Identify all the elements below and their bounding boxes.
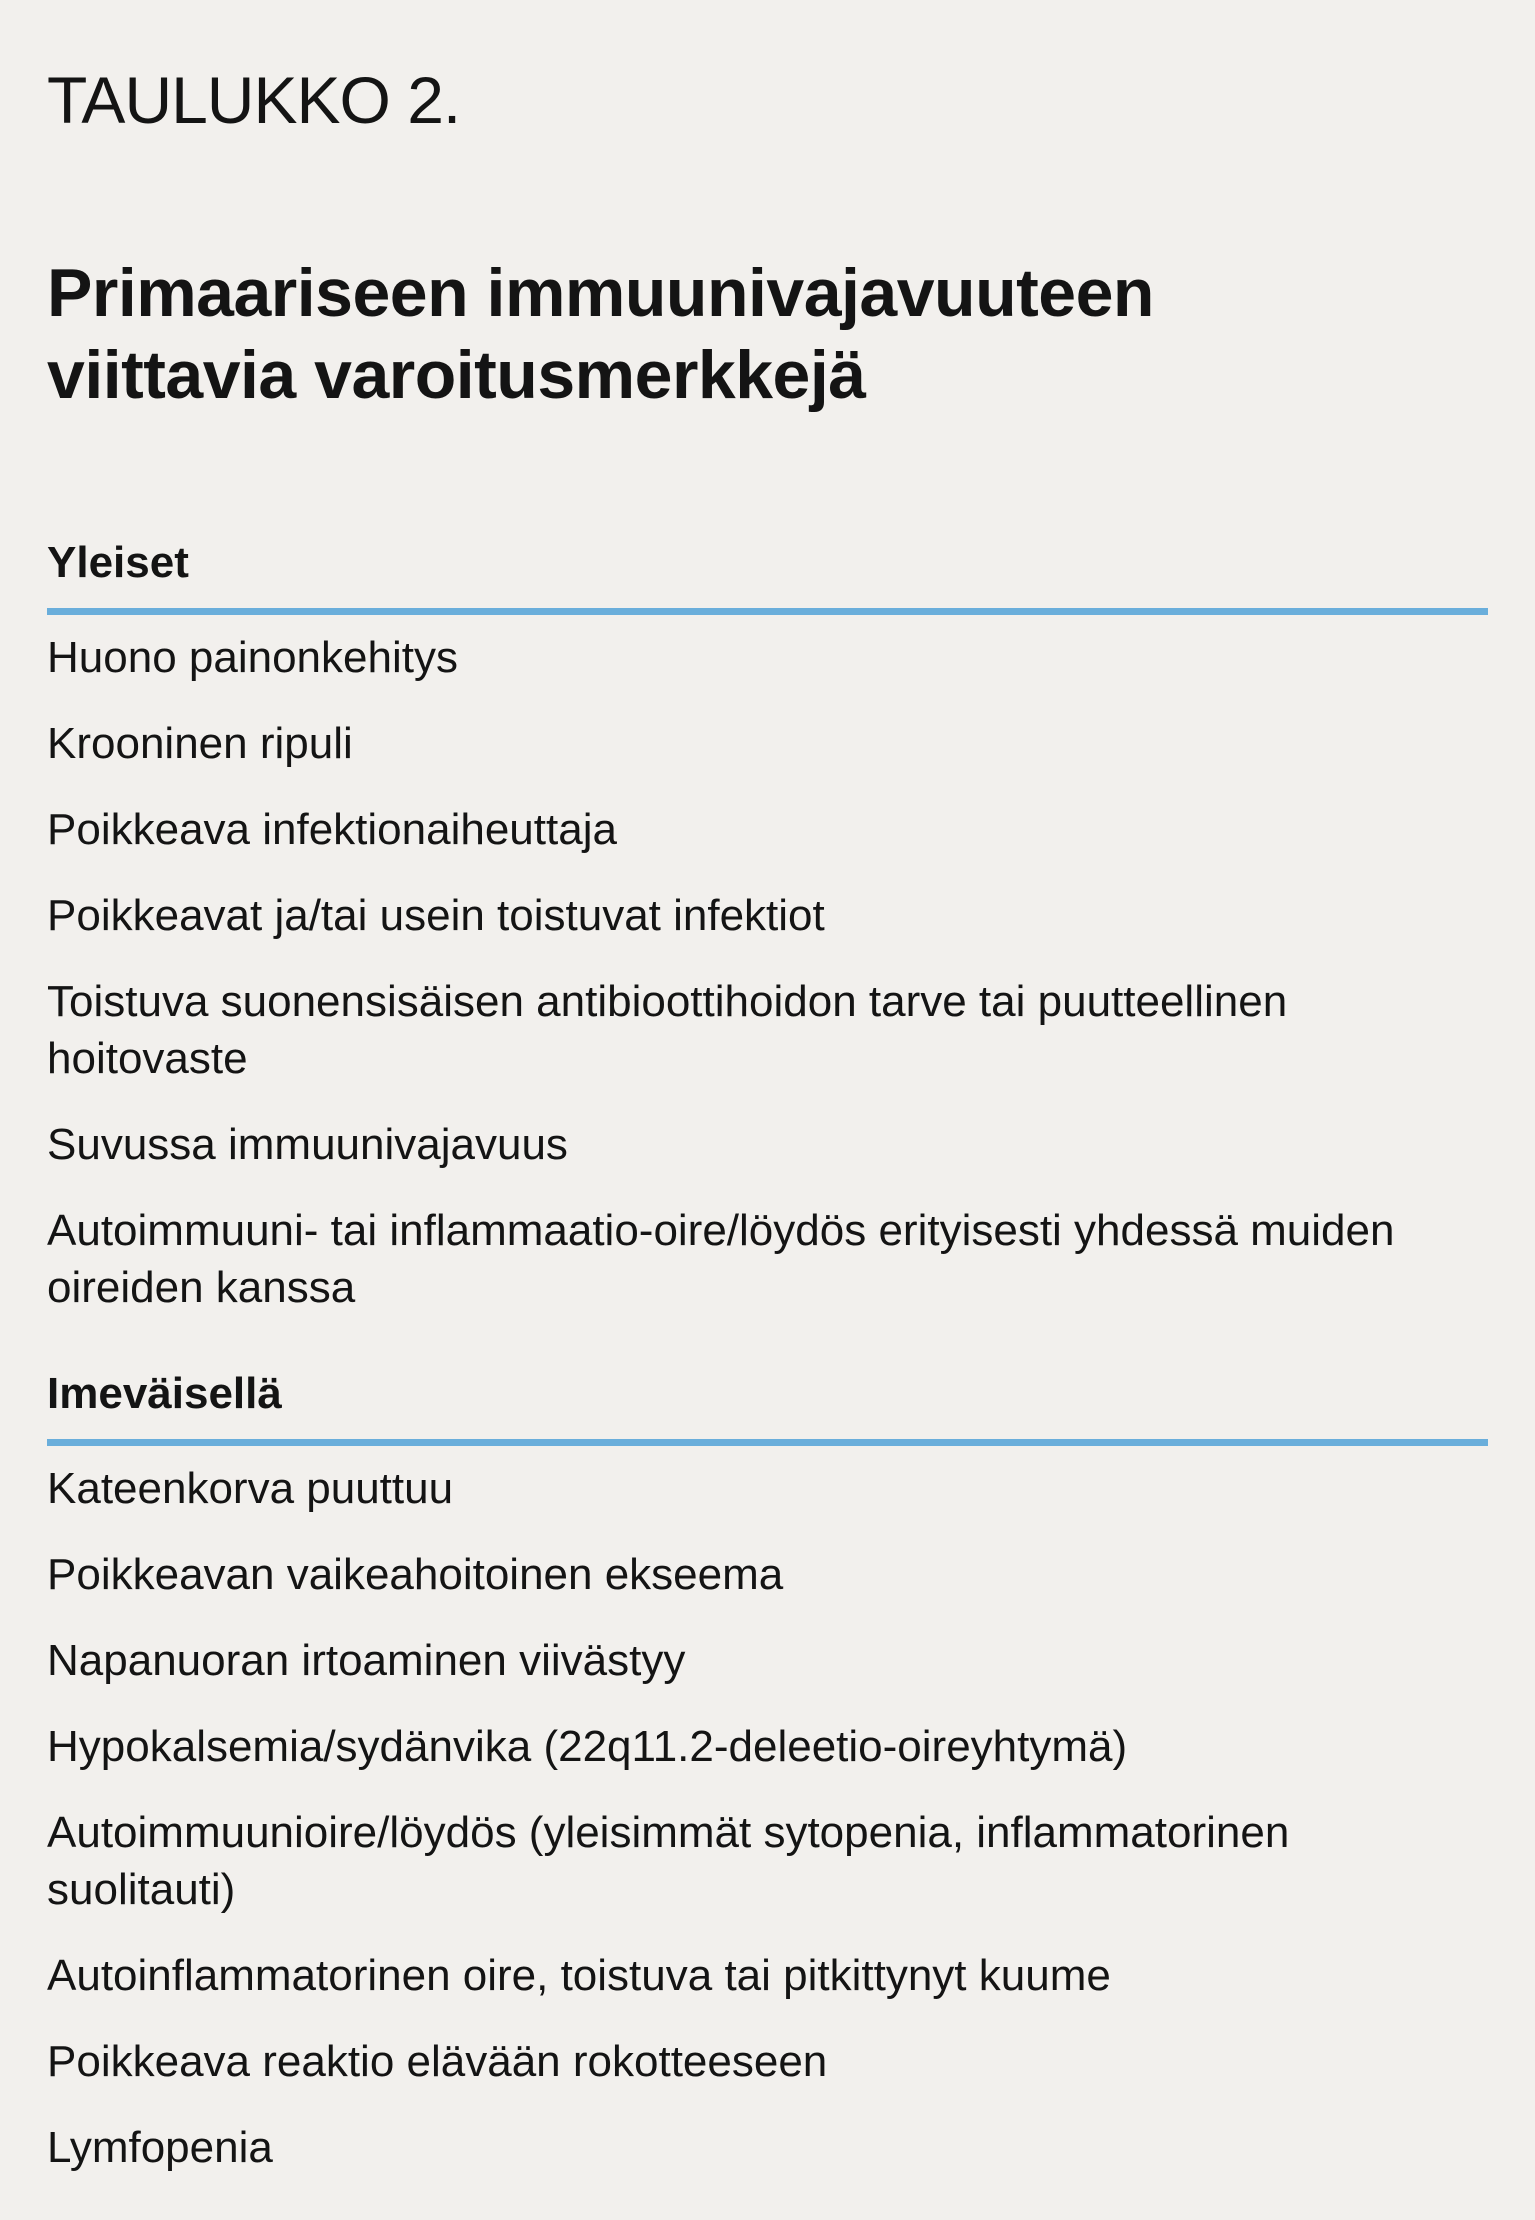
section-infant (47, 1367, 1488, 2191)
section-general (47, 536, 1488, 1331)
list-item: Napanuoran irtoaminen viivästyy (47, 1636, 686, 1685)
section-heading: Yleiset (47, 536, 1488, 615)
list-item: Krooninen ripuli (47, 719, 353, 768)
list-item: Toistuva suonensisäisen antibioottihoidon tarve tai puutteellinen hoitovaste (47, 977, 1288, 1083)
list-item: Autoimmuuni- tai inflammaatio-oire/löydös erityisesti yhdessä muiden oireiden kanssa (47, 1206, 1395, 1312)
table-label: TAULUKKO 2. (47, 63, 461, 137)
list-item: Poikkeava infektionaiheuttaja (47, 805, 617, 854)
section-list (47, 1446, 1488, 2191)
list-item: Poikkeavan vaikeahoitoinen ekseema (47, 1550, 784, 1599)
section-heading: Imeväisellä (47, 1367, 1488, 1446)
list-item: Suvussa immuunivajavuus (47, 1120, 568, 1169)
list-item: Lymfopenia (47, 2123, 273, 2172)
list-item: Poikkeava reaktio elävään rokotteeseen (47, 2037, 828, 2086)
list-item: Huono painonkehitys (47, 633, 458, 682)
list-item: Autoinflammatorinen oire, toistuva tai pitkittynyt kuume (47, 1951, 1111, 2000)
list-item: Kateenkorva puuttuu (47, 1464, 454, 1513)
section-list (47, 615, 1488, 1331)
list-item: Poikkeavat ja/tai usein toistuvat infektiot (47, 891, 825, 940)
list-item: Hypokalsemia/sydänvika (22q11.2-deleetio-oireyhtymä) (47, 1722, 1128, 1771)
table-title: Primaariseen immuunivajavuuteen viittavia varoitusmerkkejä (47, 255, 1154, 413)
list-item: Autoimmuunioire/löydös (yleisimmät sytopenia, inflammatorinen suolitauti) (47, 1808, 1290, 1914)
